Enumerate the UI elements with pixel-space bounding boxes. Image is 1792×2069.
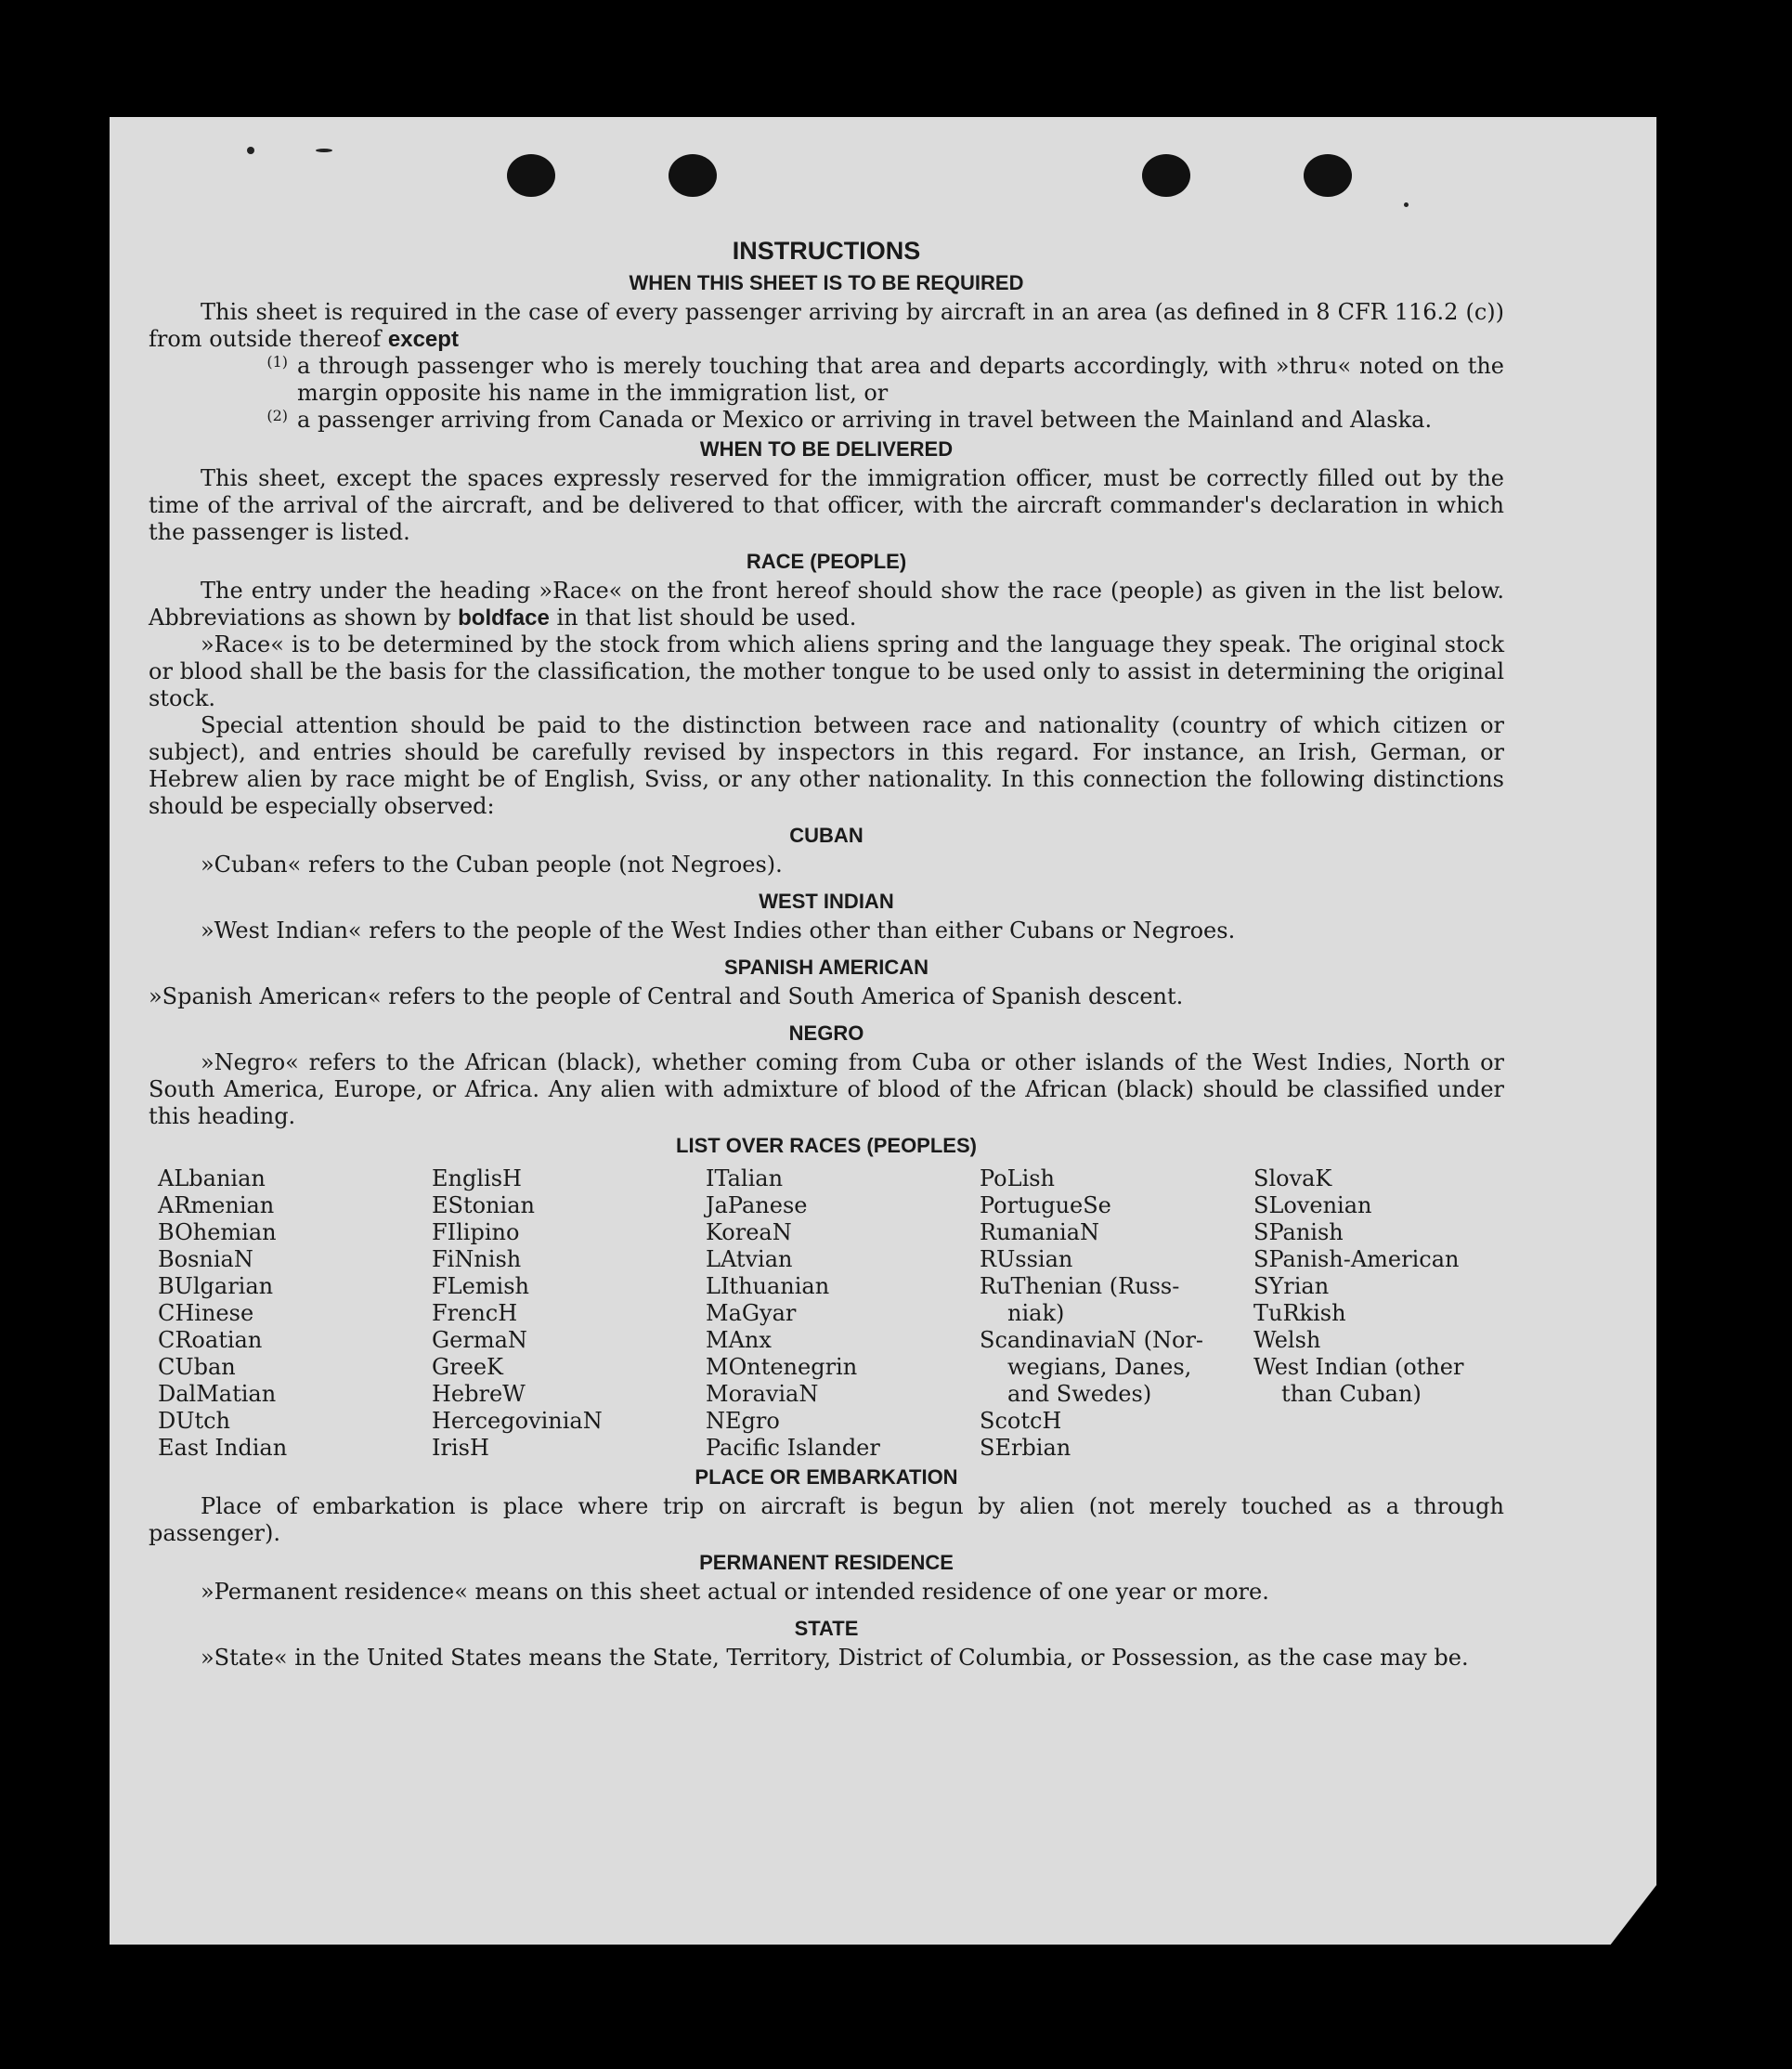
races-column bbox=[706, 1165, 980, 1462]
race-entry: CUban bbox=[158, 1354, 236, 1380]
race-entry: RumaniaN bbox=[980, 1219, 1100, 1245]
race-entry: PoLish bbox=[980, 1165, 1056, 1191]
race-entry: ARmenian bbox=[158, 1192, 275, 1218]
race-entry: KoreaN bbox=[706, 1219, 792, 1245]
ink-speck bbox=[316, 149, 332, 152]
race-entry: TuRkish bbox=[1253, 1300, 1346, 1326]
race-entry: LIthuanian bbox=[706, 1273, 830, 1299]
race-entry: FiNnish bbox=[432, 1246, 522, 1272]
race-entry: CRoatian bbox=[158, 1327, 263, 1353]
race-entry: GermaN bbox=[432, 1327, 527, 1353]
race-entry: IrisH bbox=[432, 1435, 489, 1461]
paragraph: Place of embarkation is place where trip on aircraft is begun by alien (not merely touched as a through passenger). bbox=[149, 1493, 1504, 1546]
list-item: (1) a through passenger who is merely touching that area and departs accordingly, with »thru« noted on the margin opposite his name in the immigration list, or bbox=[266, 353, 1504, 406]
paragraph: The entry under the heading »Race« on the front hereof should show the race (people) as given in the list below. Abbreviations as shown by boldface in that list should be used. bbox=[149, 578, 1504, 631]
race-entry: MaGyar bbox=[706, 1300, 797, 1326]
race-entry: SLovenian bbox=[1253, 1192, 1372, 1218]
race-entry: FIlipino bbox=[432, 1219, 520, 1245]
section-heading: PLACE OR EMBARKATION bbox=[695, 1465, 958, 1489]
paragraph: »Permanent residence« means on this sheet actual or intended residence of one year or more. bbox=[201, 1579, 1269, 1605]
section-heading: PERMANENT RESIDENCE bbox=[699, 1551, 954, 1574]
race-entry: than Cuban) bbox=[1281, 1381, 1422, 1407]
race-entry: MAnx bbox=[706, 1327, 772, 1353]
section-heading: RACE (PEOPLE) bbox=[746, 550, 907, 573]
race-entry: Welsh bbox=[1253, 1327, 1321, 1353]
ink-speck bbox=[1404, 202, 1409, 207]
list-item: (2) a passenger arriving from Canada or Mexico or arriving in travel between the Mainland and Alaska. bbox=[266, 407, 1433, 433]
section-heading: STATE bbox=[794, 1617, 859, 1640]
section-heading: LIST OVER RACES (PEOPLES) bbox=[676, 1134, 977, 1157]
race-entry: PortugueSe bbox=[980, 1192, 1111, 1218]
punch-hole bbox=[1304, 154, 1352, 197]
paragraph: »Race« is to be determined by the stock from which aliens spring and the language they speak. The original stock or blood shall be the basis for the classification, the mother tongue to be used only to assist in determining the original stock. bbox=[149, 631, 1504, 711]
races-column bbox=[1253, 1165, 1523, 1462]
race-entry: West Indian (other bbox=[1253, 1354, 1464, 1380]
race-entry: ITalian bbox=[706, 1165, 784, 1191]
punch-hole bbox=[507, 154, 555, 197]
instructions-document bbox=[149, 234, 1504, 1672]
punch-hole bbox=[1142, 154, 1190, 197]
race-entry: EnglisH bbox=[432, 1165, 522, 1191]
ink-speck bbox=[247, 147, 254, 154]
race-entry: ScandinaviaN (Nor- bbox=[980, 1327, 1204, 1353]
race-entry: SPanish bbox=[1253, 1219, 1344, 1245]
section-heading: WEST INDIAN bbox=[759, 890, 894, 913]
race-entry: DalMatian bbox=[158, 1381, 277, 1407]
race-entry: GreeK bbox=[432, 1354, 503, 1380]
races-column bbox=[432, 1165, 706, 1462]
race-entry: East Indian bbox=[158, 1435, 288, 1461]
race-entry: SErbian bbox=[980, 1435, 1071, 1461]
section-heading: WHEN THIS SHEET IS TO BE REQUIRED bbox=[629, 271, 1024, 294]
race-entry: and Swedes) bbox=[1007, 1381, 1152, 1407]
race-entry: HebreW bbox=[432, 1381, 526, 1407]
paragraph: »State« in the United States means the State, Territory, District of Columbia, or Possession, as the case may be. bbox=[201, 1645, 1469, 1671]
race-entry: BUlgarian bbox=[158, 1273, 274, 1299]
paragraph: »Spanish American« refers to the people of Central and South America of Spanish descent. bbox=[149, 983, 1184, 1009]
race-entry: FrencH bbox=[432, 1300, 518, 1326]
race-entry: DUtch bbox=[158, 1408, 231, 1434]
race-entry: ScotcH bbox=[980, 1408, 1062, 1434]
race-entry: BosniaN bbox=[158, 1246, 253, 1272]
race-entry: Pacific Islander bbox=[706, 1435, 880, 1461]
section-heading: NEGRO bbox=[788, 1021, 864, 1045]
race-entry: HercegoviniaN bbox=[432, 1408, 603, 1434]
race-entry: BOhemian bbox=[158, 1219, 277, 1245]
paragraph: »Negro« refers to the African (black), whether coming from Cuba or other islands of the West Indies, North or South America, Europe, or Africa. Any alien with admixture of blood of the African (black) should be classified under this heading. bbox=[149, 1049, 1504, 1129]
section-heading: SPANISH AMERICAN bbox=[723, 956, 928, 979]
race-entry: CHinese bbox=[158, 1300, 254, 1326]
section-heading: WHEN TO BE DELIVERED bbox=[699, 437, 954, 461]
race-entry: wegians, Danes, bbox=[1007, 1354, 1192, 1380]
race-entry: FLemish bbox=[432, 1273, 529, 1299]
section-heading: CUBAN bbox=[789, 824, 864, 847]
race-entry: MOntenegrin bbox=[706, 1354, 858, 1380]
race-entry: SPanish-American bbox=[1253, 1246, 1460, 1272]
race-entry: ALbanian bbox=[158, 1165, 266, 1191]
race-entry: LAtvian bbox=[706, 1246, 793, 1272]
paragraph: This sheet, except the spaces expressly reserved for the immigration officer, must be correctly filled out by the time of the arrival of the aircraft, and be delivered to that officer, with the aircraft commander's declaration in which the passenger is listed. bbox=[149, 465, 1504, 545]
race-entry: niak) bbox=[1007, 1300, 1065, 1326]
race-entry: RuThenian (Russ- bbox=[980, 1273, 1180, 1299]
paragraph: »Cuban« refers to the Cuban people (not Negroes). bbox=[201, 852, 783, 878]
race-entry: NEgro bbox=[706, 1408, 780, 1434]
race-entry: RUssian bbox=[980, 1246, 1073, 1272]
race-entry: MoraviaN bbox=[706, 1381, 819, 1407]
race-entry: SYrian bbox=[1253, 1273, 1330, 1299]
paragraph: Special attention should be paid to the distinction between race and nationality (country of which citizen or subject), and entries should be carefully revised by inspectors in this regard. For instance, an Irish, German, or Hebrew alien by race might be of English, Sviss, or any other nationality. In this connection the following distinctions should be especially observed: bbox=[149, 712, 1504, 819]
races-list bbox=[158, 1165, 1504, 1462]
page-title: INSTRUCTIONS bbox=[732, 237, 921, 265]
paragraph: »West Indian« refers to the people of the West Indies other than either Cubans or Negroes. bbox=[201, 917, 1236, 943]
races-column bbox=[980, 1165, 1253, 1462]
race-entry: SlovaK bbox=[1253, 1165, 1332, 1191]
races-column bbox=[158, 1165, 432, 1462]
punch-hole bbox=[669, 154, 717, 197]
paragraph: This sheet is required in the case of every passenger arriving by aircraft in an area (as defined in 8 CFR 116.2 (c)) from outside thereof except bbox=[149, 299, 1504, 352]
race-entry: JaPanese bbox=[706, 1192, 808, 1218]
race-entry: EStonian bbox=[432, 1192, 535, 1218]
